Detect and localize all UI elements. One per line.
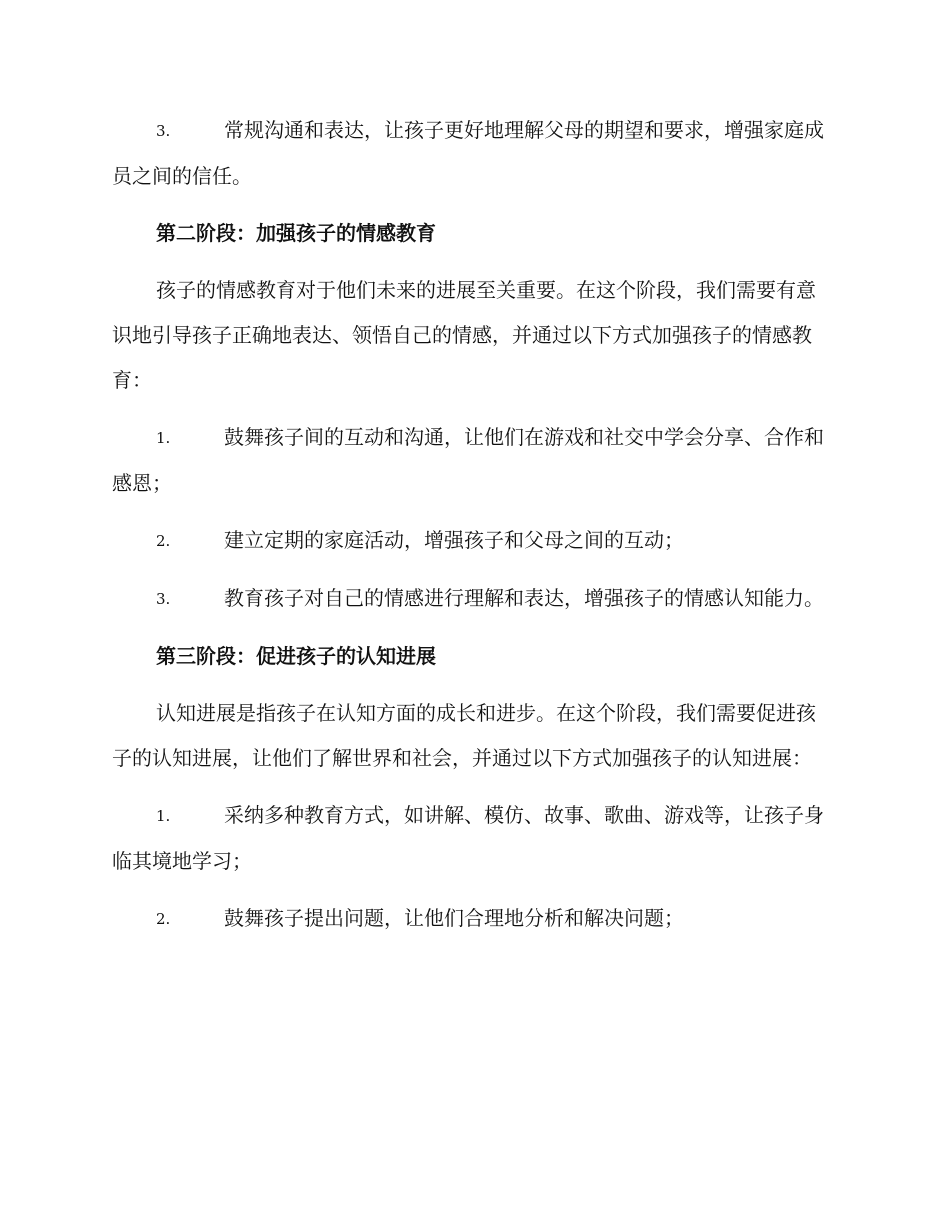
list-number: 1. — [156, 807, 171, 825]
list-text: 鼓舞孩子提出问题，让他们合理地分析和解决问题； — [224, 906, 684, 930]
list-text: 建立定期的家庭活动，增强孩子和父母之间的互动； — [224, 528, 684, 552]
list-item — [112, 518, 834, 564]
list-item — [112, 108, 834, 199]
list-text: 常规沟通和表达，让孩子更好地理解父母的期望和要求，增强家庭成员之间的信任。 — [112, 118, 824, 188]
list-number: 2. — [156, 910, 171, 928]
document-page — [112, 108, 834, 954]
section-heading-stage-two: 第二阶段：加强孩子的情感教育 — [156, 221, 436, 245]
list-item — [112, 896, 834, 942]
list-text: 鼓舞孩子间的互动和沟通，让他们在游戏和社交中学会分享、合作和感恩； — [112, 425, 824, 495]
list-number: 1. — [156, 429, 171, 447]
list-item — [112, 576, 834, 622]
list-number: 2. — [156, 532, 171, 550]
list-number: 3. — [156, 122, 171, 140]
body-paragraph: 孩子的情感教育对于他们未来的进展至关重要。在这个阶段，我们需要有意识地引导孩子正确地表达、领悟自己的情感，并通过以下方式加强孩子的情感教育： — [112, 278, 816, 392]
list-item — [112, 793, 834, 884]
list-text: 教育孩子对自己的情感进行理解和表达，增强孩子的情感认知能力。 — [224, 586, 824, 610]
section-heading-stage-three: 第三阶段：促进孩子的认知进展 — [156, 644, 436, 668]
body-paragraph: 认知进展是指孩子在认知方面的成长和进步。在这个阶段，我们需要促进孩子的认知进展，让他们了解世界和社会，并通过以下方式加强孩子的认知进展： — [112, 701, 816, 770]
list-number: 3. — [156, 590, 171, 608]
list-item — [112, 415, 834, 506]
list-text: 采纳多种教育方式，如讲解、模仿、故事、歌曲、游戏等，让孩子身临其境地学习； — [112, 803, 824, 873]
